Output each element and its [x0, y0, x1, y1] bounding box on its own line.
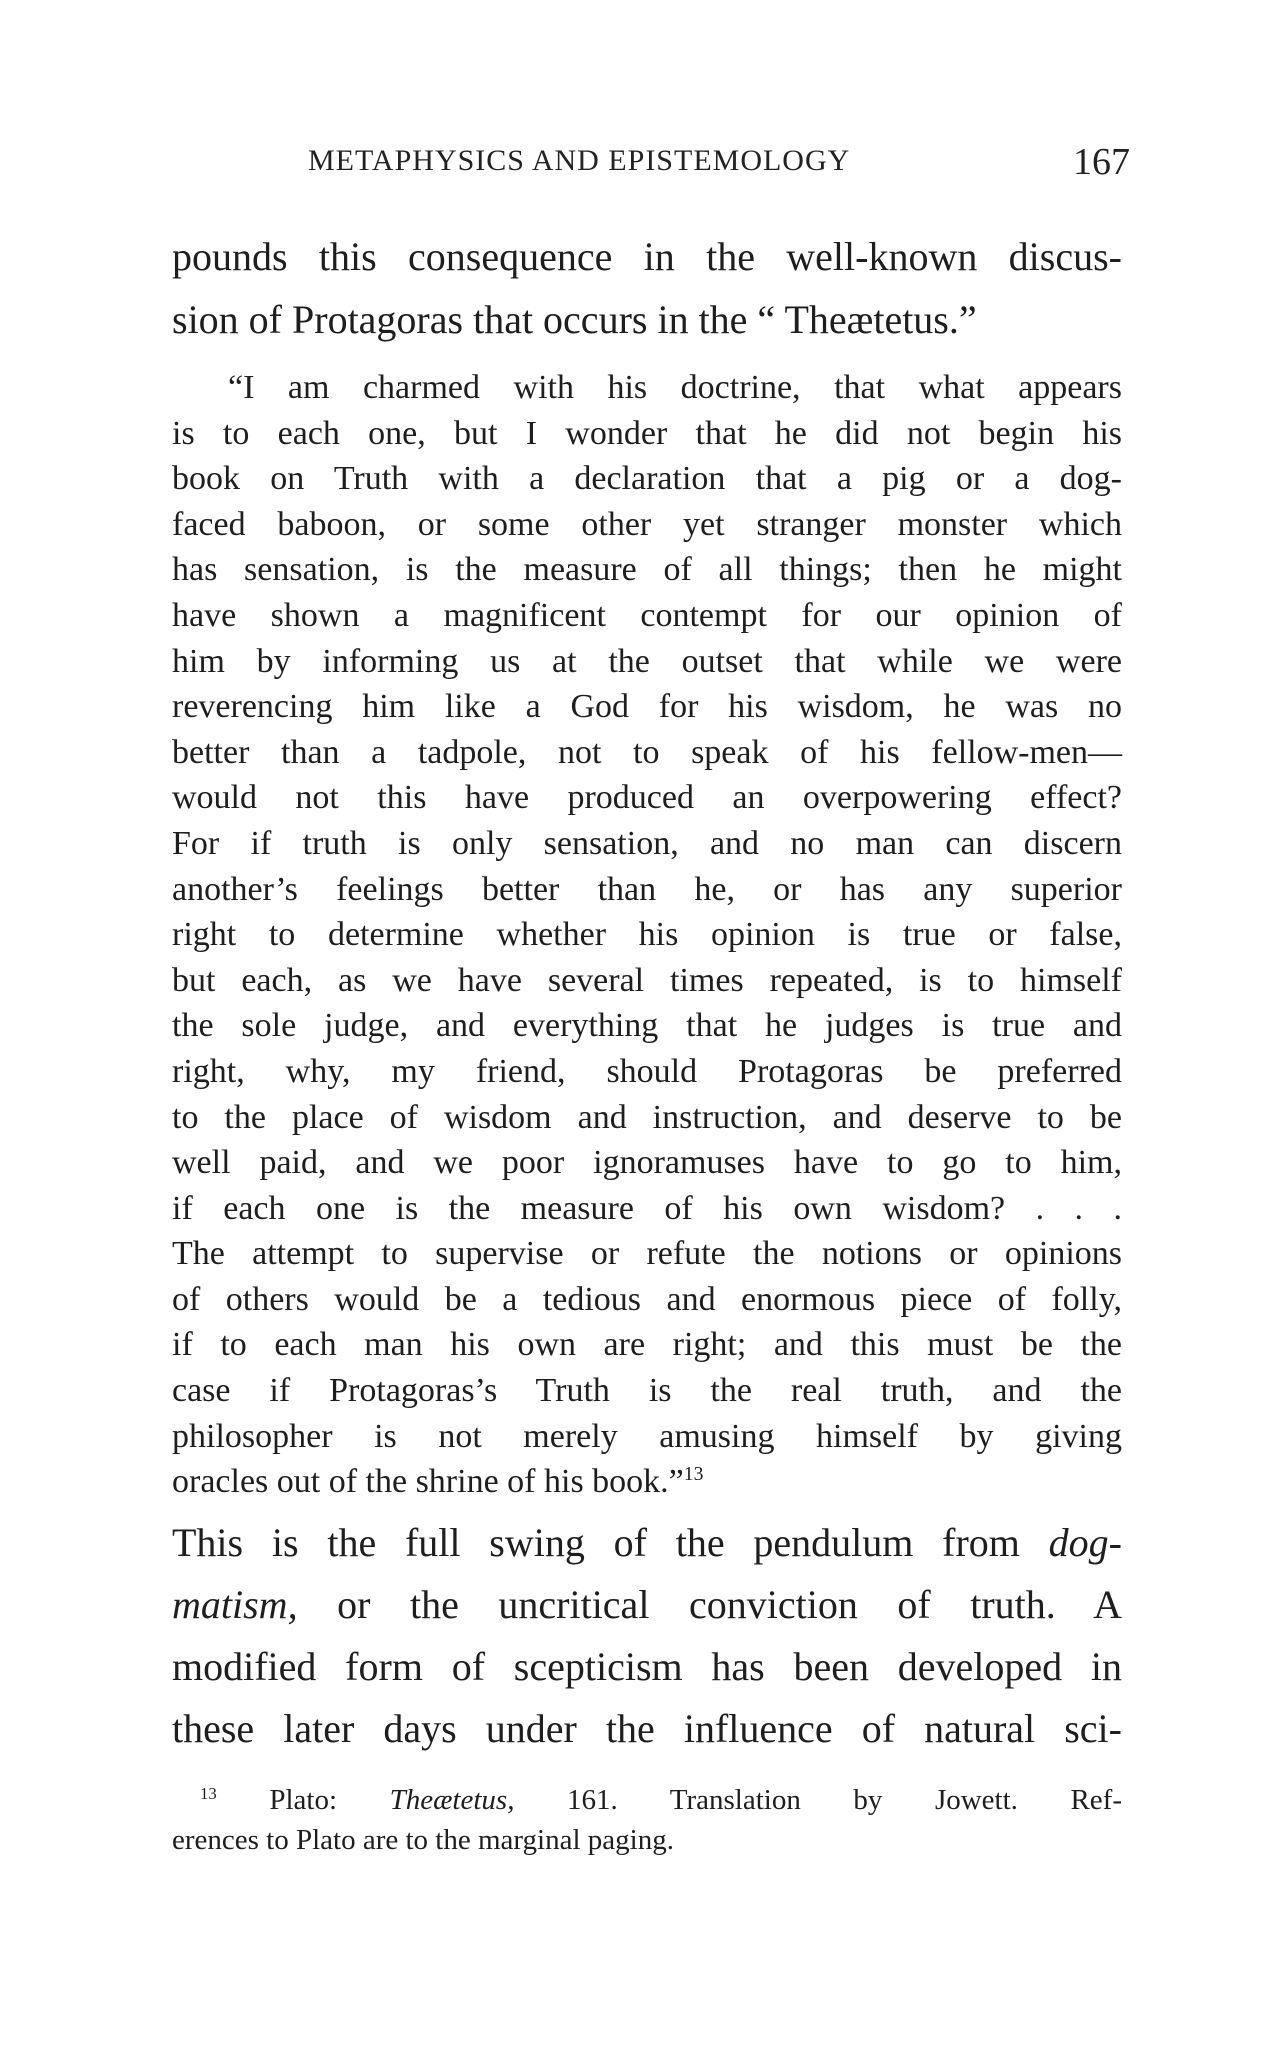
footnote-number: 13 [200, 1783, 217, 1803]
quote-line: to the place of wisdom and instruction, and deserve to be [172, 1098, 1122, 1136]
quote-line: “I am charmed with his doctrine, that what appears [228, 369, 1122, 406]
quote-line: another’s feelings better than he, or has any superior [172, 870, 1122, 908]
quote-line: has sensation, is the measure of all things; then he might [172, 551, 1122, 589]
text-line [172, 1574, 1122, 1636]
quote-line: but each, as we have several times repeated, is to himself [172, 961, 1122, 999]
quote-line: case if Protagoras’s Truth is the real truth, and the [172, 1372, 1122, 1410]
quote-line: philosopher is not merely amusing himself by giving [172, 1417, 1122, 1455]
quote-line: if to each man his own are right; and this must be the [172, 1326, 1122, 1364]
quote-line: if each one is the measure of his own wisdom? . . . [172, 1189, 1122, 1227]
running-title: METAPHYSICS AND EPISTEMOLOGY [308, 144, 851, 177]
block-quotation [172, 365, 1122, 1505]
italic-term: dog- [1048, 1520, 1122, 1565]
quote-line: is to each one, but I wonder that he did not begin his [172, 414, 1122, 452]
text-segment: Plato: [216, 1784, 390, 1816]
quote-line: have shown a magnificent contempt for our opinion of [172, 596, 1122, 634]
quote-line: book on Truth with a declaration that a pig or a dog- [172, 460, 1122, 498]
text-line: modified form of scepticism has been developed in [172, 1644, 1122, 1689]
footnote-line: erences to Plato are to the marginal paging. [172, 1824, 674, 1856]
italic-term: matism, [172, 1582, 298, 1627]
footnote [172, 1780, 1122, 1860]
quote-line: right to determine whether his opinion is true or false, [172, 916, 1122, 954]
page-number: 167 [1073, 141, 1130, 183]
page-header [170, 140, 1130, 190]
quote-line: would not this have produced an overpowering effect? [172, 779, 1122, 817]
quote-line: better than a tadpole, not to speak of his fellow-men— [172, 733, 1122, 771]
body-paragraph [172, 1512, 1122, 1760]
quote-line: the sole judge, and everything that he judges is true and [172, 1007, 1122, 1045]
quote-line: well paid, and we poor ignoramuses have to go to him, [172, 1144, 1122, 1182]
quote-line: The attempt to supervise or refute the notions or opinions [172, 1235, 1122, 1273]
text-segment: This is the full swing of the pendulum from [172, 1520, 1049, 1565]
quote-line: him by informing us at the outset that while we were [172, 642, 1122, 680]
text-line: sion of Protagoras that occurs in the “ Theætetus.” [172, 297, 977, 342]
quote-line: faced baboon, or some other yet stranger monster which [172, 505, 1122, 543]
quote-line: For if truth is only sensation, and no man can discern [172, 824, 1122, 862]
footnote-reference[interactable]: 13 [683, 1463, 704, 1486]
quote-line: reverencing him like a God for his wisdom, he was no [172, 688, 1122, 726]
text-line [172, 1512, 1122, 1574]
text-segment: or the uncritical conviction of truth. A [297, 1582, 1122, 1627]
text-line: pounds this consequence in the well-known discus- [172, 234, 1122, 279]
text-segment: 161. Translation by Jowett. Ref- [514, 1784, 1122, 1816]
quote-last-line [172, 1459, 1122, 1505]
text-line: these later days under the influence of natural sci- [172, 1706, 1122, 1751]
footnote-line [172, 1780, 1122, 1820]
quote-line: right, why, my friend, should Protagoras be preferred [172, 1052, 1122, 1090]
lead-paragraph [172, 225, 1122, 351]
italic-title: Theætetus, [389, 1784, 515, 1816]
quote-line: of others would be a tedious and enormous piece of folly, [172, 1280, 1122, 1318]
quote-line: oracles out of the shrine of his book.” [172, 1463, 684, 1501]
